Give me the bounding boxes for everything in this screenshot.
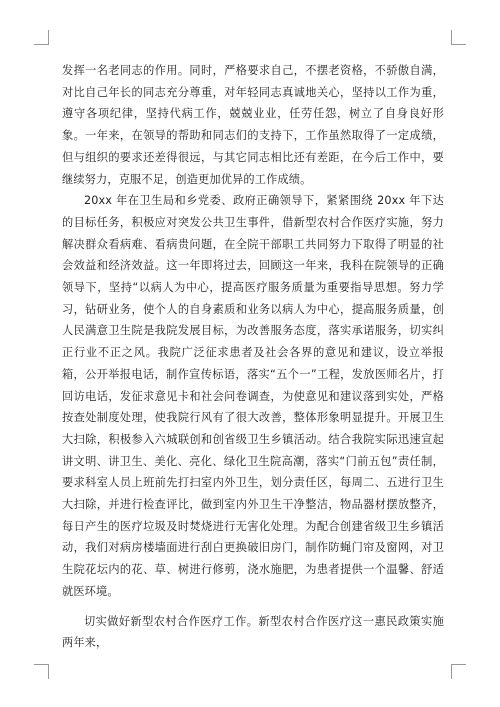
crop-mark-top-left: [34, 30, 49, 45]
crop-mark-bottom-right: [451, 664, 466, 679]
paragraph-2: 20xx 年在卫生局和乡党委、政府正确领导下，紧紧围绕 20xx 年下达的目标任务，积极应对突发公共卫生事件，借新型农村合作医疗实施，努力解决群众看病难、看病贵问题，在全院干部职工共同努力下取得了明显的社会效益和经济效益。这一年即将过去，回顾这一年来，我科在院领导的正确领导下，坚持“以病人为中心，提高医疗服务质量为重要指导思想。努力学习，钻研业务，使个人的自身素质和业务以病人为中心，提高服务质量，创人民满意卫生院是我院发展目标，为改善服务态度，落实承诺服务，切实纠正行业不正之风。我院广泛征求患者及社会各界的意见和建议，设立举报箱，公开举报电话，制作宣传标语，落实“五个一”工程，发放医师名片，打回访电话，发征求意见卡和社会问卷调查，为使意见和建议落到实处，严格按查处制度处理，使我院行风有了很大改善，整体形象明显提升。开展卫生大扫除，积极参入六城联创和创省级卫生乡镇活动。结合我院实际迅速宣起讲文明、讲卫生、美化、亮化、绿化卫生院高潮，落实“门前五包”责任制，要求科室人员上班前先打扫室内外卫生，划分责任区，每周二、五进行卫生大扫除，并进行检查评比，做到室内外卫生干净整洁，物品器材摆放整齐，每日产生的医疗垃圾及时焚烧进行无害化处理。为配合创建省级卫生乡镇活动，我们对病房楼墙面进行刮白更换破旧房门，制作防蝇门帘及窗网，对卫生院花坛内的花、草、树进行修剪，浇水施肥，为患者提供一个温馨、舒适就医环境。: [62, 194, 444, 598]
crop-mark-top-right: [451, 30, 466, 45]
crop-mark-bottom-left: [34, 664, 49, 679]
document-body: [62, 60, 444, 654]
paragraph-1: 发挥一名老同志的作用。同时，严格要求自己，不摆老资格，不骄傲自满，对比自己年长的同志充分尊重，对年轻同志真诚地关心，坚持以工作为重，遵守各项纪律，坚持代病工作，兢兢业业，任劳任怨，树立了自身良好形象。一年来，在领导的帮助和同志们的支持下，工作虽然取得了一定成绩，但与组织的要求还差得很远，与其它同志相比还有差距，在今后工作中，要继续努力，克服不足，创造更加优异的工作成绩。: [62, 64, 444, 186]
paragraph-3: 切实做好新型农村合作医疗工作。新型农村合作医疗这一惠民政策实施两年来，: [62, 614, 444, 650]
